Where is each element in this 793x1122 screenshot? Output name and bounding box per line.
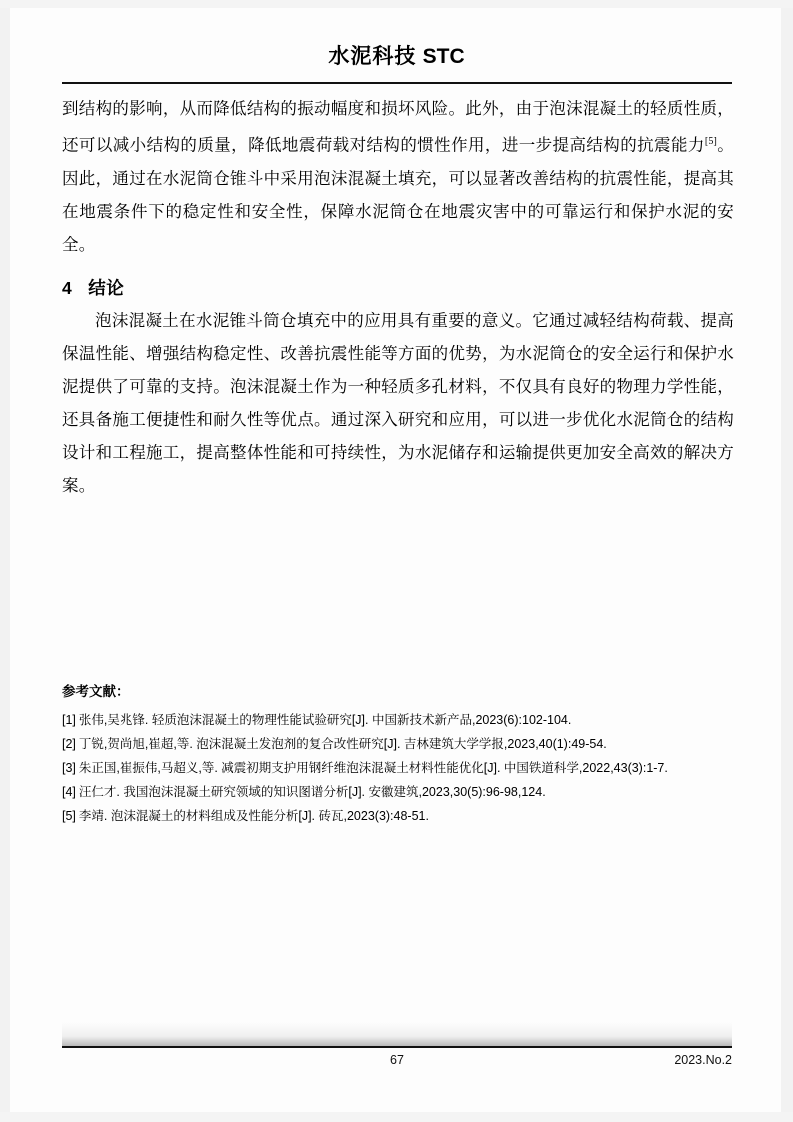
section-title: 结论 (88, 277, 125, 298)
references-section (62, 680, 742, 829)
reference-text: 朱正国,崔振伟,马超义,等. 减震初期支护用钢纤维泡沫混凝土材料性能优化[J]. 中国铁道科学,2022,43(3):1-7. (78, 761, 668, 775)
reference-tag: [1] (62, 713, 76, 727)
journal-abbreviation: STC (422, 45, 465, 68)
page-content (62, 92, 734, 502)
list-item (62, 781, 742, 803)
list-item (62, 709, 742, 731)
reference-text: 李靖. 泡沫混凝土的材料组成及性能分析[J]. 砖瓦,2023(3):48-51. (78, 809, 429, 823)
footer-shadow (62, 1022, 732, 1046)
paragraph-continued-text-2: 。因此，通过在水泥筒仓锥斗中采用泡沫混凝土填充，可以显著改善结构的抗震性能，提高其在地震条件下的稳定性和安全性，保障水泥筒仓在地震灾害中的可靠运行和保护水泥的安全。 (62, 135, 734, 254)
header-divider (62, 82, 732, 84)
section-number: 4 (62, 277, 73, 298)
journal-title: 水泥科技 (328, 44, 417, 68)
paragraph-conclusion: 泡沫混凝土在水泥锥斗筒仓填充中的应用具有重要的意义。它通过减轻结构荷载、提高保温性能、增强结构稳定性、改善抗震性能等方面的优势，为水泥筒仓的安全运行和保护水泥提供了可靠的支持。泡沫混凝土作为一种轻质多孔材料，不仅具有良好的物理力学性能，还具备施工便捷性和耐久性等优点。通过深入研究和应用，可以进一步优化水泥筒仓的结构设计和工程施工，提高整体性能和可持续性，为水泥储存和运输提供更加安全高效的解决方案。 (62, 310, 734, 495)
page-edge-bottom (0, 1112, 793, 1122)
list-item (62, 733, 742, 755)
paragraph-continued (62, 92, 734, 261)
reference-text: 汪仁才. 我国泡沫混凝土研究领域的知识图谱分析[J]. 安徽建筑,2023,30(5):96-98,124. (78, 785, 546, 799)
paragraph-continued-text: 到结构的影响，从而降低结构的振动幅度和损坏风险。此外，由于泡沫混凝土的轻质性质，还可以减小结构的质量，降低地震荷载对结构的惯性作用，进一步提高结构的抗震能力 (62, 99, 734, 155)
issue-label: 2023.No.2 (674, 1053, 732, 1067)
reference-text: 张伟,吴兆锋. 轻质泡沫混凝土的物理性能试验研究[J]. 中国新技术新产品,2023(6):102-104. (78, 713, 572, 727)
section-heading-conclusion (62, 275, 734, 300)
page-edge-top (0, 0, 793, 8)
footer-divider (62, 1046, 732, 1048)
references-title: 参考文献： (62, 684, 130, 699)
list-item (62, 757, 742, 779)
reference-tag: [5] (62, 809, 76, 823)
reference-tag: [3] (62, 761, 76, 775)
reference-tag: [4] (62, 785, 76, 799)
page-number: 67 (390, 1053, 404, 1067)
list-item (62, 805, 742, 827)
page-edge-left (0, 0, 10, 1122)
citation-marker: [5] (704, 136, 718, 147)
reference-text: 丁锐,贺尚旭,崔超,等. 泡沫混凝土发泡剂的复合改性研究[J]. 吉林建筑大学学报,2023,40(1):49-54. (78, 737, 607, 751)
page-header (0, 40, 793, 70)
page-edge-right (781, 0, 793, 1122)
reference-tag: [2] (62, 737, 76, 751)
